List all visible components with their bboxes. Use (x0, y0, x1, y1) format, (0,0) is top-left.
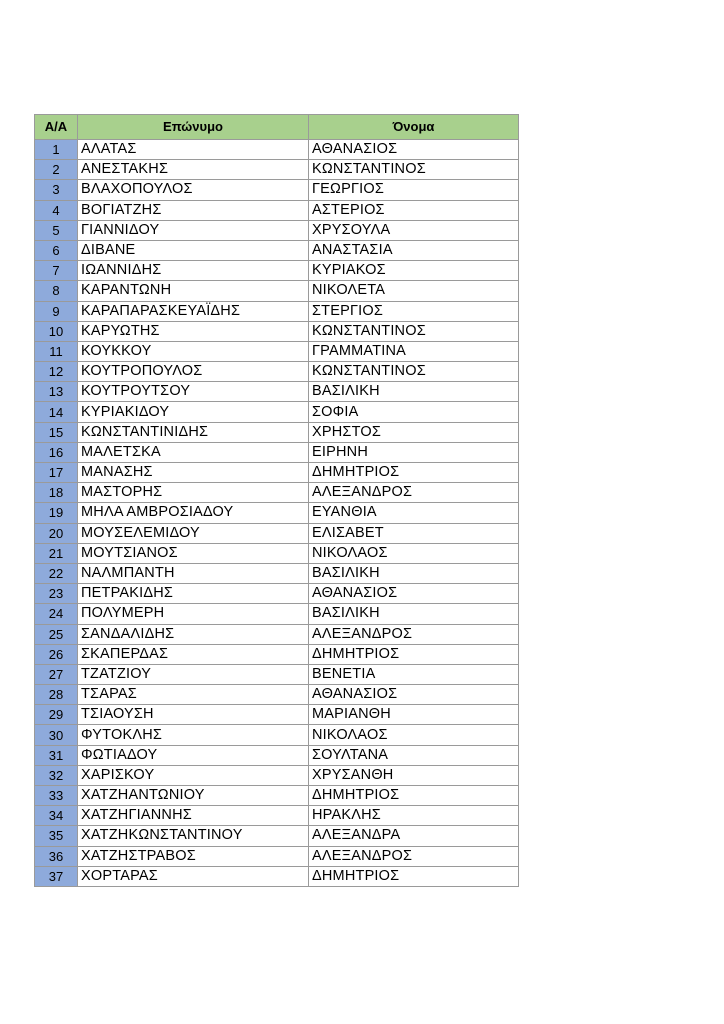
first-name-cell: ΕΙΡΗΝΗ (309, 442, 519, 462)
table-row (35, 321, 519, 341)
table-row (35, 745, 519, 765)
row-number: 26 (35, 644, 78, 664)
surname-cell: ΧΑΤΖΗΣΤΡΑΒΟΣ (78, 846, 309, 866)
table-row (35, 584, 519, 604)
first-name-cell: ΚΩΝΣΤΑΝΤΙΝΟΣ (309, 362, 519, 382)
first-name-cell: ΒΑΣΙΛΙΚΗ (309, 563, 519, 583)
table-row (35, 563, 519, 583)
table-row (35, 806, 519, 826)
table-row (35, 705, 519, 725)
row-number: 20 (35, 523, 78, 543)
first-name-cell: ΜΑΡΙΑΝΘΗ (309, 705, 519, 725)
table-row (35, 765, 519, 785)
surname-cell: ΒΛΑΧΟΠΟΥΛΟΣ (78, 180, 309, 200)
first-name-cell: ΝΙΚΟΛΑΟΣ (309, 725, 519, 745)
row-number: 18 (35, 483, 78, 503)
table-row (35, 362, 519, 382)
surname-cell: ΠΟΛΥΜΕΡΗ (78, 604, 309, 624)
row-number: 8 (35, 281, 78, 301)
first-name-cell: ΒΑΣΙΛΙΚΗ (309, 382, 519, 402)
first-name-cell: ΑΣΤΕΡΙΟΣ (309, 200, 519, 220)
row-number: 37 (35, 866, 78, 886)
table-row (35, 220, 519, 240)
first-name-cell: ΔΗΜΗΤΡΙΟΣ (309, 463, 519, 483)
first-name-cell: ΕΛΙΣΑΒΕΤ (309, 523, 519, 543)
first-name-cell: ΧΡΥΣΑΝΘΗ (309, 765, 519, 785)
row-number: 19 (35, 503, 78, 523)
first-name-cell: ΔΗΜΗΤΡΙΟΣ (309, 644, 519, 664)
surname-cell: ΧΟΡΤΑΡΑΣ (78, 866, 309, 886)
first-name-cell: ΚΩΝΣΤΑΝΤΙΝΟΣ (309, 321, 519, 341)
surname-cell: ΓΙΑΝΝΙΔΟΥ (78, 220, 309, 240)
first-name-cell: ΝΙΚΟΛΕΤΑ (309, 281, 519, 301)
first-name-cell: ΔΗΜΗΤΡΙΟΣ (309, 866, 519, 886)
table-row (35, 543, 519, 563)
first-name-cell: ΒΑΣΙΛΙΚΗ (309, 604, 519, 624)
first-name-cell: ΑΘΑΝΑΣΙΟΣ (309, 140, 519, 160)
first-name-cell: ΑΛΕΞΑΝΔΡΟΣ (309, 846, 519, 866)
table-row (35, 624, 519, 644)
row-number: 15 (35, 422, 78, 442)
surname-cell: ΑΝΕΣΤΑΚΗΣ (78, 160, 309, 180)
row-number: 30 (35, 725, 78, 745)
row-number: 27 (35, 664, 78, 684)
row-number: 28 (35, 685, 78, 705)
row-number: 34 (35, 806, 78, 826)
table-row (35, 240, 519, 260)
row-number: 35 (35, 826, 78, 846)
row-number: 22 (35, 563, 78, 583)
first-name-cell: ΣΟΦΙΑ (309, 402, 519, 422)
table-row (35, 140, 519, 160)
names-table-container (34, 114, 519, 887)
table-row (35, 644, 519, 664)
table-row (35, 523, 519, 543)
surname-cell: ΤΣΙΑΟΥΣΗ (78, 705, 309, 725)
surname-cell: ΝΑΛΜΠΑΝΤΗ (78, 563, 309, 583)
surname-cell: ΒΟΓΙΑΤΖΗΣ (78, 200, 309, 220)
surname-cell: ΚΟΥΤΡΟΠΟΥΛΟΣ (78, 362, 309, 382)
table-row (35, 483, 519, 503)
surname-cell: ΜΗΛΑ ΑΜΒΡΟΣΙΑΔΟΥ (78, 503, 309, 523)
table-row (35, 685, 519, 705)
first-name-cell: ΗΡΑΚΛΗΣ (309, 806, 519, 826)
surname-cell: ΚΩΝΣΤΑΝΤΙΝΙΔΗΣ (78, 422, 309, 442)
table-row (35, 442, 519, 462)
table-row (35, 786, 519, 806)
row-number: 13 (35, 382, 78, 402)
first-name-cell: ΣΟΥΛΤΑΝΑ (309, 745, 519, 765)
table-row (35, 826, 519, 846)
surname-cell: ΜΟΥΤΣΙΑΝΟΣ (78, 543, 309, 563)
table-row (35, 281, 519, 301)
table-row (35, 503, 519, 523)
header-surname: Επώνυμο (78, 115, 309, 140)
surname-cell: ΧΑΡΙΣΚΟΥ (78, 765, 309, 785)
header-number: Α/Α (35, 115, 78, 140)
table-row (35, 725, 519, 745)
row-number: 5 (35, 220, 78, 240)
row-number: 21 (35, 543, 78, 563)
surname-cell: ΧΑΤΖΗΑΝΤΩΝΙΟΥ (78, 786, 309, 806)
row-number: 24 (35, 604, 78, 624)
first-name-cell: ΒΕΝΕΤΙΑ (309, 664, 519, 684)
table-row (35, 301, 519, 321)
surname-cell: ΧΑΤΖΗΓΙΑΝΝΗΣ (78, 806, 309, 826)
row-number: 17 (35, 463, 78, 483)
header-first-name: Όνομα (309, 115, 519, 140)
first-name-cell: ΓΡΑΜΜΑΤΙΝΑ (309, 341, 519, 361)
table-row (35, 402, 519, 422)
row-number: 33 (35, 786, 78, 806)
table-row (35, 261, 519, 281)
table-row (35, 160, 519, 180)
table-row (35, 866, 519, 886)
surname-cell: ΧΑΤΖΗΚΩΝΣΤΑΝΤΙΝΟΥ (78, 826, 309, 846)
surname-cell: ΚΑΡΑΠΑΡΑΣΚΕΥΑΪΔΗΣ (78, 301, 309, 321)
first-name-cell: ΑΛΕΞΑΝΔΡΟΣ (309, 624, 519, 644)
first-name-cell: ΑΘΑΝΑΣΙΟΣ (309, 584, 519, 604)
row-number: 36 (35, 846, 78, 866)
first-name-cell: ΑΛΕΞΑΝΔΡΑ (309, 826, 519, 846)
first-name-cell: ΚΥΡΙΑΚΟΣ (309, 261, 519, 281)
table-row (35, 604, 519, 624)
first-name-cell: ΧΡΗΣΤΟΣ (309, 422, 519, 442)
surname-cell: ΜΟΥΣΕΛΕΜΙΔΟΥ (78, 523, 309, 543)
table-row (35, 341, 519, 361)
row-number: 16 (35, 442, 78, 462)
row-number: 32 (35, 765, 78, 785)
surname-cell: ΚΟΥΤΡΟΥΤΣΟΥ (78, 382, 309, 402)
surname-cell: ΚΑΡΑΝΤΩΝΗ (78, 281, 309, 301)
row-number: 14 (35, 402, 78, 422)
row-number: 2 (35, 160, 78, 180)
row-number: 12 (35, 362, 78, 382)
row-number: 31 (35, 745, 78, 765)
header-row (35, 115, 519, 140)
row-number: 1 (35, 140, 78, 160)
table-row (35, 422, 519, 442)
surname-cell: ΜΑΝΑΣΗΣ (78, 463, 309, 483)
surname-cell: ΙΩΑΝΝΙΔΗΣ (78, 261, 309, 281)
table-body (35, 140, 519, 887)
surname-cell: ΦΥΤΟΚΛΗΣ (78, 725, 309, 745)
table-row (35, 200, 519, 220)
surname-cell: ΤΖΑΤΖΙΟΥ (78, 664, 309, 684)
first-name-cell: ΔΗΜΗΤΡΙΟΣ (309, 786, 519, 806)
surname-cell: ΠΕΤΡΑΚΙΔΗΣ (78, 584, 309, 604)
first-name-cell: ΕΥΑΝΘΙΑ (309, 503, 519, 523)
first-name-cell: ΑΛΕΞΑΝΔΡΟΣ (309, 483, 519, 503)
row-number: 29 (35, 705, 78, 725)
first-name-cell: ΑΘΑΝΑΣΙΟΣ (309, 685, 519, 705)
row-number: 11 (35, 341, 78, 361)
surname-cell: ΣΚΑΠΕΡΔΑΣ (78, 644, 309, 664)
table-row (35, 846, 519, 866)
row-number: 6 (35, 240, 78, 260)
table-row (35, 382, 519, 402)
surname-cell: ΣΑΝΔΑΛΙΔΗΣ (78, 624, 309, 644)
row-number: 3 (35, 180, 78, 200)
surname-cell: ΚΟΥΚΚΟΥ (78, 341, 309, 361)
table-row (35, 463, 519, 483)
surname-cell: ΜΑΣΤΟΡΗΣ (78, 483, 309, 503)
surname-cell: ΚΑΡΥΩΤΗΣ (78, 321, 309, 341)
first-name-cell: ΓΕΩΡΓΙΟΣ (309, 180, 519, 200)
first-name-cell: ΑΝΑΣΤΑΣΙΑ (309, 240, 519, 260)
table-row (35, 180, 519, 200)
table-row (35, 664, 519, 684)
surname-cell: ΚΥΡΙΑΚΙΔΟΥ (78, 402, 309, 422)
first-name-cell: ΣΤΕΡΓΙΟΣ (309, 301, 519, 321)
surname-cell: ΑΛΑΤΑΣ (78, 140, 309, 160)
row-number: 10 (35, 321, 78, 341)
row-number: 9 (35, 301, 78, 321)
first-name-cell: ΝΙΚΟΛΑΟΣ (309, 543, 519, 563)
names-table (34, 114, 519, 887)
row-number: 4 (35, 200, 78, 220)
row-number: 25 (35, 624, 78, 644)
surname-cell: ΜΑΛΕΤΣΚΑ (78, 442, 309, 462)
first-name-cell: ΚΩΝΣΤΑΝΤΙΝΟΣ (309, 160, 519, 180)
row-number: 23 (35, 584, 78, 604)
surname-cell: ΤΣΑΡΑΣ (78, 685, 309, 705)
row-number: 7 (35, 261, 78, 281)
first-name-cell: ΧΡΥΣΟΥΛΑ (309, 220, 519, 240)
surname-cell: ΦΩΤΙΑΔΟΥ (78, 745, 309, 765)
surname-cell: ΔΙΒΑΝΕ (78, 240, 309, 260)
